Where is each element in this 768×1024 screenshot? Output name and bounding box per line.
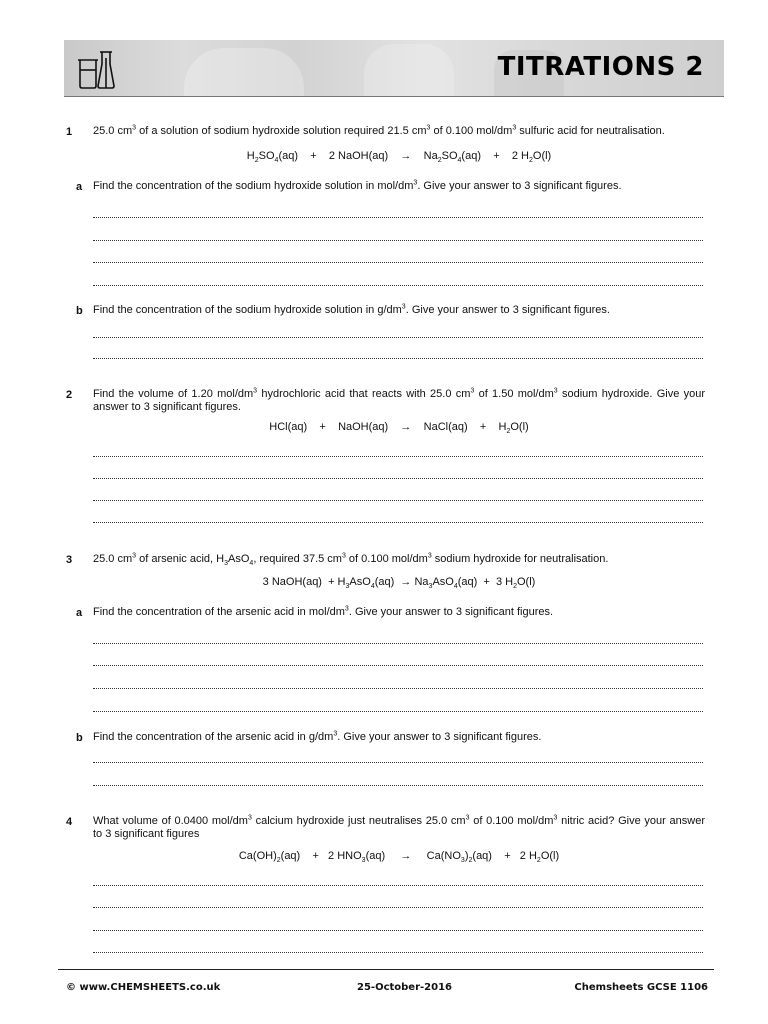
answer-line[interactable]: [93, 711, 703, 712]
chemical-equation: $Ca(OH)_2(aq)$ + 2 $HNO_3(aq)$ → $Ca(NO_3)_2(aq)$ + 2 $H_2O(l)$: [238, 850, 560, 865]
question-number: 3: [66, 554, 73, 566]
question-text: Find the concentration of the arsenic acid in $g/dm^3$. Give your answer to 3 significant figures.: [93, 730, 542, 743]
answer-line[interactable]: [93, 262, 703, 263]
banner-decoration: [364, 44, 454, 96]
part-letter: b: [76, 305, 83, 317]
answer-line[interactable]: [93, 643, 703, 644]
part-letter: b: [76, 732, 83, 744]
answer-line[interactable]: [93, 885, 703, 886]
question-text: Find the concentration of the arsenic acid in mol/$dm^3$. Give your answer to 3 significant figures.: [93, 605, 554, 618]
footer-copyright: © www.CHEMSHEETS.co.uk: [66, 982, 221, 993]
answer-line[interactable]: [93, 456, 703, 457]
answer-line[interactable]: [93, 952, 703, 953]
answer-line[interactable]: [93, 785, 703, 786]
question-text: Find the concentration of the sodium hydroxide solution in $g/dm^3$. Give your answer to 3 significant figures.: [93, 303, 610, 316]
page-title: TITRATIONS 2: [497, 52, 704, 82]
answer-line[interactable]: [93, 358, 703, 359]
answer-line[interactable]: [93, 688, 703, 689]
chemical-equation: 3 NaOH(aq) + $H_3AsO_4(aq) \to Na_3AsO_4(aq) + 3$ $H_2O(l)$: [262, 576, 536, 591]
question-text: What volume of 0.0400 mol/$dm^3$ calcium hydroxide just neutralises 25.0 $cm^3$ of 0.100 mol/$dm^3$ nitric acid? Give your answer to 3 significant figures: [93, 814, 705, 840]
question-text: Find the concentration of the sodium hydroxide solution in mol/$dm^3$. Give your answer to 3 significant figures.: [93, 179, 622, 192]
header-banner: [64, 40, 724, 97]
banner-decoration: [184, 48, 304, 96]
chemical-equation: $H_2SO_4(aq)$ + 2 NaOH(aq) → $Na_2SO_4(aq)$ + 2 $H_2O(l)$: [246, 150, 552, 165]
footer-date: 25-October-2016: [357, 982, 452, 993]
answer-line[interactable]: [93, 522, 703, 523]
answer-line[interactable]: [93, 665, 703, 666]
answer-line[interactable]: [93, 217, 703, 218]
answer-line[interactable]: [93, 337, 703, 338]
footer-divider: [58, 969, 714, 970]
footer-sheet-id: Chemsheets GCSE 1106: [574, 982, 708, 993]
answer-line[interactable]: [93, 285, 703, 286]
answer-line[interactable]: [93, 240, 703, 241]
question-number: 1: [66, 126, 73, 138]
question-text: Find the volume of 1.20 mol/$dm^3$ hydrochloric acid that reacts with 25.0 $cm^3$ of 1.50 mol/$dm^3$ sodium hydroxide. Give your answer to 3 significant figures.: [93, 387, 706, 413]
answer-line[interactable]: [93, 500, 703, 501]
question-number: 2: [66, 389, 73, 401]
answer-line[interactable]: [93, 930, 703, 931]
part-letter: a: [76, 607, 83, 619]
part-letter: a: [76, 181, 83, 193]
question-number: 4: [66, 816, 73, 828]
answer-line[interactable]: [93, 478, 703, 479]
question-text: 25.0 $cm^3$ of a solution of sodium hydroxide solution required 21.5 $cm^3$ of 0.100 mol/$dm^3$ sulfuric acid for neutralisation.: [93, 124, 665, 137]
chemical-equation: HCl(aq) + NaOH(aq) → NaCl(aq) + $H_2O(l)$: [269, 421, 529, 436]
answer-line[interactable]: [93, 907, 703, 908]
question-text: 25.0 $cm^3$ of arsenic acid, $H_3AsO_4$, required 37.5 $cm^3$ of 0.100 mol/$dm^3$ sodium hydroxide for neutralisation.: [93, 552, 609, 568]
answer-line[interactable]: [93, 762, 703, 763]
lab-glassware-icon: [74, 48, 120, 90]
